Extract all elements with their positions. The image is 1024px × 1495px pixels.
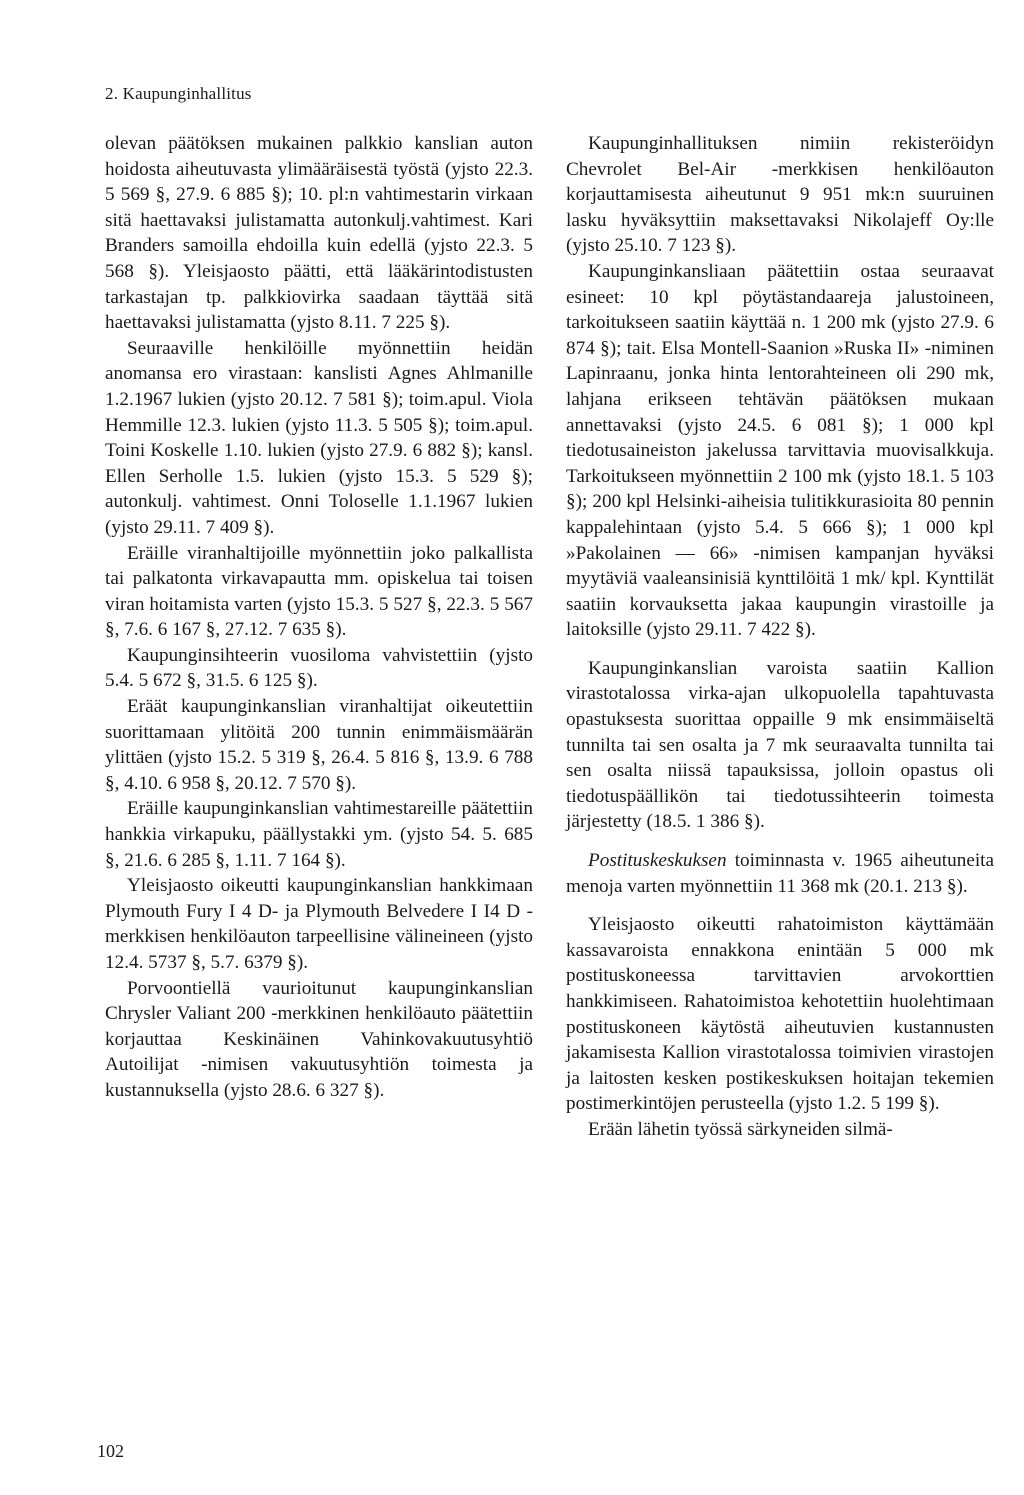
paragraph: Yleisjaosto oikeutti rahatoimiston käyttämään kassavaroista ennakkona enintään 5 000 mk postituskoneessa tarvittavien arvokorttien hankkimiseen. Rahatoimistoa kehotettiin huolehtimaan postituskoneen käytöstä aiheutuvien kustannusten jakamisesta Kallion virastotalossa toimivien virastojen ja laitosten kesken postikeskuksen hoitajan tekemien postimerkintöjen perusteella (yjsto 1.2. 5 199 §). xyxy=(566,914,994,1115)
paragraph: Kaupunginkanslian varoista saatiin Kallion virastotalossa virka-ajan ulkopuolella tapahtuvasta opastuksesta suorittaa oppaille 9 mk ensimmäiseltä tunnilta tai sen osalta ja 7 mk seuraavalta tunnilta tai sen osalta niissä tapauksissa, jolloin opastus oli tiedotuspäällikön tai tiedotussihteerin toimesta järjestetty (18.5. 1 386 §). xyxy=(566,657,994,833)
paragraph: Eräille viranhaltijoille myönnettiin joko palkallista tai palkatonta virkavapautta mm. opiskelua tai toisen viran hoitamista varten (yjsto 15.3. 5 527 §, 22.3. 5 567 §, 7.6. 6 167 §, 27.12. 7 635 §). xyxy=(105,542,533,641)
right-column xyxy=(566,131,994,1143)
paragraph: olevan päätöksen mukainen palkkio kanslian auton hoidosta aiheutuvasta ylimääräisestä työstä (yjsto 22.3. 5 569 §, 27.9. 6 885 §); 10. pl:n vahtimestarin virkaan sitä haettavaksi julistamatta autonkulj.vahtimest. Kari Branders samoilla ehdoilla kuin edellä (yjsto 22.3. 5 568 §). Yleisjaosto päätti, että lääkärintodistusten tarkastajan tp. palkkiovirka saadaan täyttää sitä haettavaksi julistamatta (yjsto 8.11. 7 225 §). xyxy=(105,133,533,334)
paragraph: Erään lähetin työssä särkyneiden silmä- xyxy=(588,1118,893,1140)
paragraph-text: toiminnasta v. 1965 aiheutuneita menoja varten myönnettiin 11 368 mk (20.1. 213 §). xyxy=(566,850,995,897)
paragraph: Kaupunginsihteerin vuosiloma vahvistettiin (yjsto 5.4. 5 672 §, 31.5. 6 125 §). xyxy=(105,644,533,692)
paragraph: Seuraaville henkilöille myönnettiin heidän anomansa ero virastaan: kanslisti Agnes Ahlmanille 1.2.1967 lukien (yjsto 20.12. 7 581 §); toim.apul. Viola Hemmille 12.3. lukien (yjsto 11.3. 5 505 §); toim.apul. Toini Koskelle 1.10. lukien (yjsto 27.9. 6 882 §); kansl. Ellen Serholle 1.5. lukien (yjsto 15.3. 5 529 §); autonkulj. vahtimest. Onni Toloselle 1.1.1967 lukien (yjsto 29.11. 7 409 §). xyxy=(105,337,533,538)
paragraph: Yleisjaosto oikeutti kaupunginkanslian hankkimaan Plymouth Fury I 4 D- ja Plymouth Belvedere I I4 D -merkkisen henkilöauton tarpeellisine välineineen (yjsto 12.4. 5737 §, 5.7. 6379 §). xyxy=(105,875,533,973)
paragraph: Porvoontiellä vaurioitunut kaupunginkanslian Chrysler Valiant 200 -merkkinen henkilöauto päätettiin korjauttaa Keskinäinen Vahinkovakuutusyhtiö Autoilijat -nimisen vakuutusyhtiön toimesta ja kustannuksella (yjsto 28.6. 6 327 §). xyxy=(105,977,533,1101)
paragraph: Kaupunginhallituksen nimiin rekisteröidyn Chevrolet Bel-Air -merkkisen henkilöauton korjauttamisesta aiheutunut 9 951 mk:n suuruinen lasku hyväksyttiin maksettavaksi Nikolajeff Oy:lle (yjsto 25.10. 7 123 §). xyxy=(566,133,994,257)
page-number: 102 xyxy=(97,1441,124,1461)
paragraph: Kaupunginkansliaan päätettiin ostaa seuraavat esineet: 10 kpl pöytästandaareja jalustoineen, tarkoitukseen saatiin käyttää n. 1 200 mk (yjsto 27.9. 6 874 §); tait. Elsa Montell-Saanion »Ruska II» -niminen Lapinraanu, jonka hinta lentorahteineen oli 290 mk, lahjana erikseen tehtävän päätöksen mukaan annettavaksi (yjsto 24.5. 6 081 §); 1 000 kpl tiedotusaineiston jakelussa tarvittavia muovisalkkuja. Tarkoitukseen myönnettiin 2 100 mk (yjsto 18.1. 5 103 §); 200 kpl Helsinki-aiheisia tulitikkurasioita 80 pennin kappalehintaan (yjsto 5.4. 5 666 §); 1 000 kpl »Pakolainen — 66» -nimisen kampanjan hyväksi myytäviä vaaleansinisiä kynttilöitä 1 mk/ kpl. Kynttilät saatiin korvauksetta jakaa kaupungin virastoille ja laitoksille (yjsto 29.11. 7 422 §). xyxy=(566,260,994,641)
paragraph: Eräille kaupunginkanslian vahtimestareille päätettiin hankkia virkapuku, päällystakki ym. (yjsto 54. 5. 685 §, 21.6. 6 285 §, 1.11. 7 164 §). xyxy=(105,798,533,871)
paragraph: Eräät kaupunginkanslian viranhaltijat oikeutettiin suorittamaan ylitöitä 200 tunnin enimmäismäärän ylittäen (yjsto 15.2. 5 319 §, 26.4. 5 816 §, 13.9. 6 788 §, 4.10. 6 958 §, 20.12. 7 570 §). xyxy=(105,696,533,794)
running-head: 2. Kaupunginhallitus xyxy=(105,84,252,103)
paragraph xyxy=(566,848,994,899)
italic-heading: Postituskeskuksen xyxy=(588,850,727,872)
left-column xyxy=(105,131,533,1104)
